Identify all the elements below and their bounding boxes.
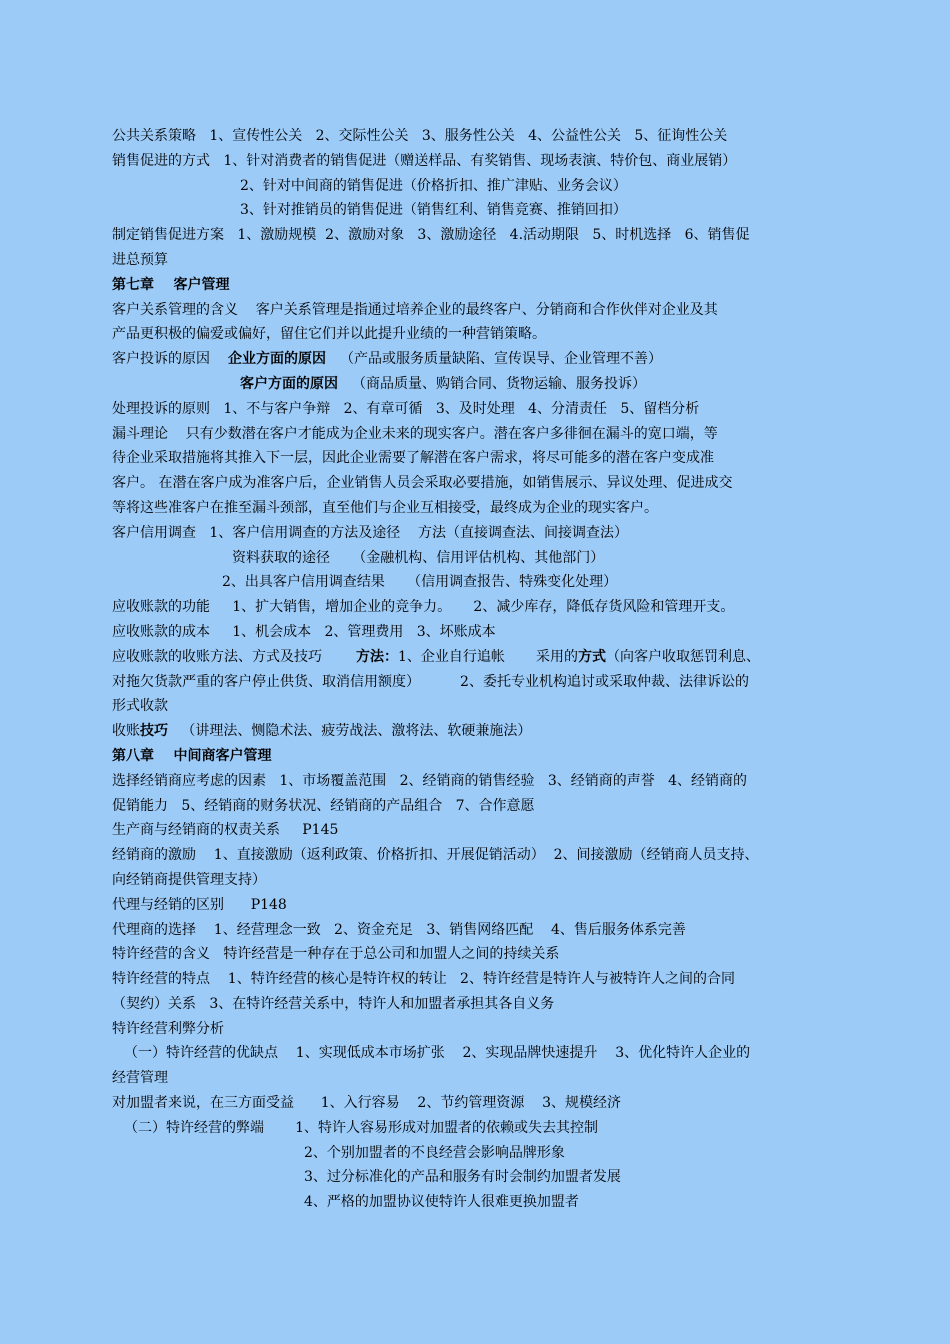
bold-term: 客户方面的原因 xyxy=(240,375,338,392)
bold-term: 企业方面的原因 xyxy=(228,351,326,368)
text-line: 应收账款的成本 1、机会成本 2、管理费用 3、坏账成本 xyxy=(112,623,496,640)
text-line xyxy=(112,719,812,744)
text-line: 促销能力 5、经销商的财务状况、经销商的产品组合 7、合作意愿 xyxy=(112,797,535,814)
text-line: 客户关系管理的含义 客户关系管理是指通过培养企业的最终客户、分销商和合作伙伴对企业及其 xyxy=(112,301,718,318)
text-line: （契约）关系 3、在特许经营关系中，特许人和加盟者承担其各自义务 xyxy=(112,995,555,1012)
text-line: 选择经销商应考虑的因素 1、市场覆盖范围 2、经销商的销售经验 3、经销商的声誉 4、经销商的 xyxy=(112,772,748,789)
text-line: 特许经营利弊分析 xyxy=(112,1020,224,1037)
text-line: 应收账款的功能 1、扩大销售，增加企业的竞争力。 2、减少库存，降低存货风险和管理开支。 xyxy=(112,599,735,616)
text-line xyxy=(112,372,812,397)
text-line: 制定销售促进方案 1、激励规模 2、激励对象 3、激励途径 4.活动期限 5、时机选择 6、销售促 xyxy=(112,227,750,244)
text-span: （讲理法、恻隐术法、疲劳战法、激将法、软硬兼施法） xyxy=(168,723,532,740)
text-line xyxy=(112,347,812,372)
text-span: 1、企业自行追帐 采用的 xyxy=(398,648,579,665)
text-line: 待企业采取措施将其推入下一层，因此企业需要了解潜在客户需求，将尽可能多的潜在客户变成准 xyxy=(112,450,714,467)
text-line: 客户。 在潜在客户成为准客户后，企业销售人员会采取必要措施，如销售展示、异议处理、促进成交 xyxy=(112,475,733,492)
text-line: 形式收款 xyxy=(112,698,168,715)
text-line: 3、针对推销员的销售促进（销售红利、销售竞赛、推销回扣） xyxy=(240,202,627,219)
text-span: （向客户收取惩罚利息、 xyxy=(606,648,761,665)
text-line: 2、个别加盟者的不良经营会影响品牌形象 xyxy=(304,1144,565,1161)
text-line: 向经销商提供管理支持） xyxy=(112,871,266,888)
bold-term: 方法： xyxy=(356,648,398,665)
text-line: 客户信用调查 1、客户信用调查的方法及途径 方法（直接调查法、间接调查法） xyxy=(112,524,629,541)
text-span: 收账 xyxy=(112,723,140,740)
bold-term: 方式 xyxy=(578,648,607,665)
text-line: 漏斗理论 只有少数潜在客户才能成为企业未来的现实客户。潜在客户多徘徊在漏斗的宽口端，等 xyxy=(112,425,718,442)
text-span: 客户投诉的原因 xyxy=(112,351,210,368)
text-line: 产品更积极的偏爱或偏好，留住它们并以此提升业绩的一种营销策略。 xyxy=(112,326,546,343)
text-line: 公共关系策略 1、宣传性公关 2、交际性公关 3、服务性公关 4、公益性公关 5、征询性公关 xyxy=(112,128,728,144)
document-body xyxy=(112,124,812,1215)
text-line: 特许经营的特点 1、特许经营的核心是特许权的转让 2、特许经营是特许人与被特许人之间的合同 xyxy=(112,971,735,988)
text-span: 应收账款的收账方法、方式及技巧 xyxy=(112,648,322,665)
text-line: 2、出具客户信用调查结果 （信用调查报告、特殊变化处理） xyxy=(222,574,618,591)
text-line: 等将这些准客户在推至漏斗颈部，直至他们与企业互相接受，最终成为企业的现实客户。 xyxy=(112,499,658,516)
text-span: （商品质量、购销合同、货物运输、服务投诉） xyxy=(352,375,646,392)
text-span: （产品或服务质量缺陷、宣传误导、企业管理不善） xyxy=(340,351,662,368)
text-line: 处理投诉的原则 1、不与客户争辩 2、有章可循 3、及时处理 4、分清责任 5、留档分析 xyxy=(112,400,700,417)
text-line: 对加盟者来说，在三方面受益 1、入行容易 2、节约管理资源 3、规模经济 xyxy=(112,1095,622,1112)
text-line: 4、严格的加盟协议使特许人很难更换加盟者 xyxy=(304,1194,579,1211)
chapter-heading: 第八章 中间商客户管理 xyxy=(112,747,272,764)
text-line: 资料获取的途径 （金融机构、信用评估机构、其他部门） xyxy=(232,549,605,566)
bold-term: 技巧 xyxy=(140,723,168,740)
text-line: （二）特许经营的弊端 1、特许人容易形成对加盟者的依赖或失去其控制 xyxy=(124,1119,599,1136)
text-line: 生产商与经销商的权责关系 P145 xyxy=(112,822,339,839)
text-line: 特许经营的含义 特许经营是一种存在于总公司和加盟人之间的持续关系 xyxy=(112,946,560,963)
text-line: 代理商的选择 1、经营理念一致 2、资金充足 3、销售网络匹配 4、售后服务体系完善 xyxy=(112,921,686,938)
text-line: 2、针对中间商的销售促进（价格折扣、推广津贴、业务会议） xyxy=(240,177,627,194)
text-line: 进总预算 xyxy=(112,251,168,268)
text-line: 代理与经销的区别 P148 xyxy=(112,896,287,913)
text-line: 经销商的激励 1、直接激励（返利政策、价格折扣、开展促销活动） 2、间接激励（经销商人员支持、 xyxy=(112,847,759,864)
chapter-heading: 第七章 客户管理 xyxy=(112,276,230,293)
text-line: 3、过分标准化的产品和服务有时会制约加盟者发展 xyxy=(304,1169,621,1186)
text-line xyxy=(112,645,812,670)
text-line: （一）特许经营的优缺点 1、实现低成本市场扩张 2、实现品牌快速提升 3、优化特许人企业的 xyxy=(124,1045,751,1062)
text-line: 对拖欠货款严重的客户停止供货、取消信用额度） 2、委托专业机构追讨或采取仲裁、法律诉讼的 xyxy=(112,673,749,690)
text-line: 销售促进的方式 1、针对消费者的销售促进（赠送样品、有奖销售、现场表演、特价包、商业展销） xyxy=(112,152,737,169)
text-line: 经营管理 xyxy=(112,1070,168,1087)
